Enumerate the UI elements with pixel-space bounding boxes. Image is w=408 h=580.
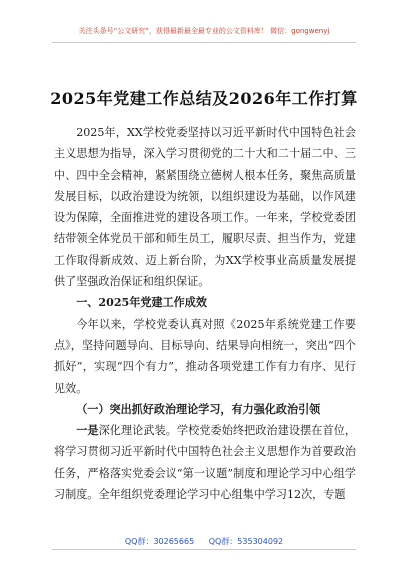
section-paragraph: 今年以来，学校党委认真对照《2025年系统党建工作要点》，坚持问题导向、目标导向、结果导向相统一，突出“四个抓好”，实现“四个有力”，推动各项党建工作有力有序、见行见效。	[54, 317, 356, 395]
footer	[0, 536, 408, 547]
item-text: 深化理论武装。学校党委始终把政治建设摆在首位，将学习贯彻习近平新时代中国特色社会主义思想作为首要政治任务，严格落实党委会议“第一议题”制度和理论学习中心组学习制度。全年组织党委理论学习中心组集中学习12次，专题	[54, 424, 356, 502]
item-lead: 一是	[76, 424, 99, 438]
header-divider	[52, 42, 356, 43]
subsection-heading: （一）突出抓好政治理论学习，有力强化政治引领	[76, 402, 321, 416]
intro-paragraph: 2025年，XX学校党委坚持以习近平新时代中国特色社会主义思想为指导，深入学习贯彻党的二十大和二十届二中、三中、四中全会精神，紧紧围绕立德树人根本任务，聚焦高质量发展目标，以政治建设为统领，以组织建设为基础，以作风建设为保障，全面推进党的建设各项工作。一年来，学校党委团结带领全体党员干部和师生员工，履职尽责、担当作为，党建工作取得新成效、迈上新台阶，为XX学校事业高质量发展提供了坚强政治保证和组织保证。	[54, 126, 356, 289]
subsection-paragraph	[54, 420, 356, 505]
footer-divider	[52, 549, 356, 550]
footer-qq-group-1: QQ群：30265665	[124, 537, 195, 546]
document-body	[54, 122, 356, 505]
document-title: 2025年党建工作总结及2026年工作打算	[50, 89, 358, 108]
header-note: 关注头条号“公文研究”，获得最新最全最专业的公文资料库！ 微信：gongwenyj	[78, 27, 330, 35]
section-heading: 一、2025年党建工作成效	[76, 296, 207, 310]
footer-qq-group-2: QQ群：535304092	[208, 537, 284, 546]
